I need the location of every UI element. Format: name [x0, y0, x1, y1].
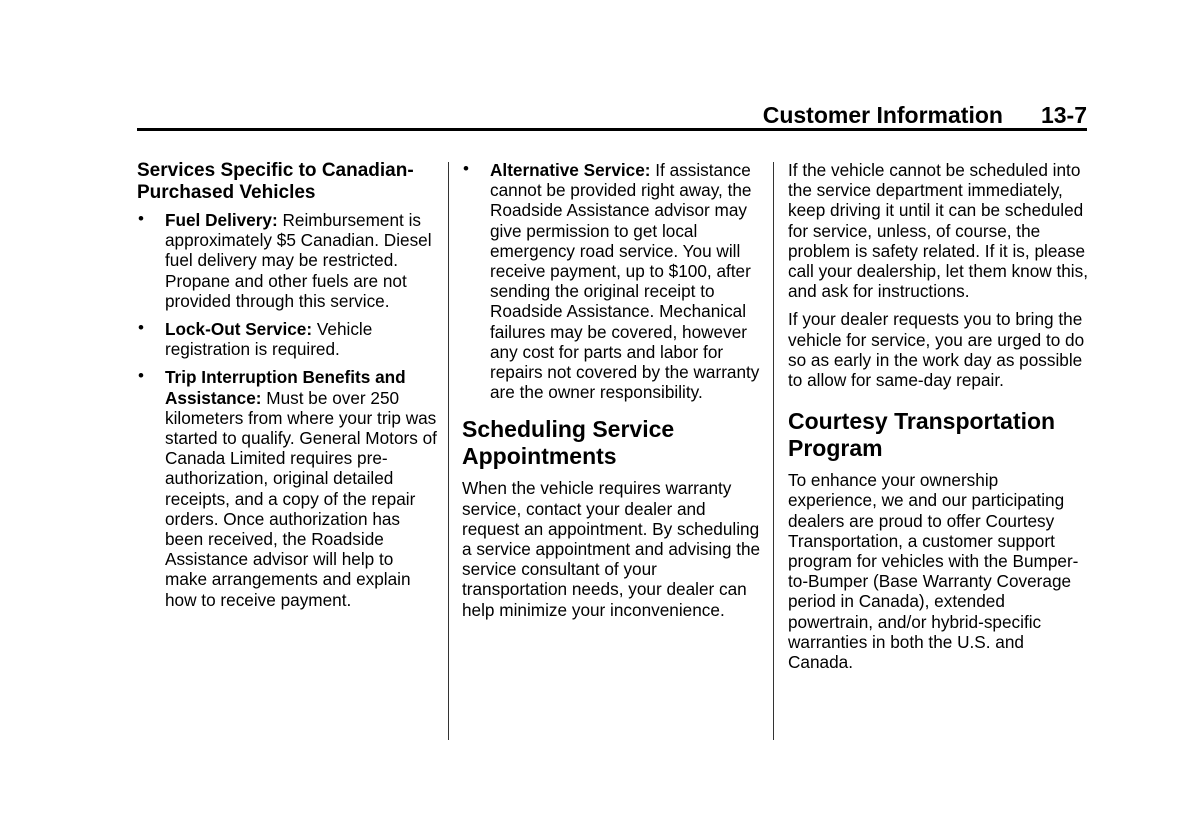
paragraph: If your dealer requests you to bring the vehicle for service, you are urged to do so as early in the work day as possible to allow for same-day repair.	[788, 309, 1085, 391]
header-rule	[137, 128, 1087, 131]
section-heading: Scheduling Service Appointments	[462, 416, 675, 470]
list-item	[137, 367, 437, 609]
item-text: Vehicle registration is required.	[165, 319, 373, 360]
column-3	[788, 160, 1088, 680]
list-item	[462, 160, 764, 402]
section-heading: Courtesy Transportation Program	[788, 408, 1056, 462]
sub-heading: Services Specific to Canadian-Purchased Vehicles	[137, 160, 414, 203]
item-text: Must be over 250 kilometers from where your trip was started to qualify. General Motors of Canada Limited requires pre-authorization, original detailed receipts, and a copy of the repair orders. Once authorization has been received, the Roadside Assistance advisor will help to make arrangements and explain how to receive payment.	[165, 387, 437, 610]
term: Fuel Delivery:	[165, 210, 278, 230]
bullet-icon: •	[138, 209, 144, 228]
page-header	[137, 101, 1087, 129]
column-divider	[773, 162, 774, 740]
section-title: Customer Information	[762, 102, 1003, 128]
item-text: If assistance cannot be provided right away, the Roadside Assistance advisor may give permission to get local emergency road service. You will receive payment, up to $100, after sending the original receipt to Roadside Assistance. Mechanical failures may be covered, however any cost for parts and labor for repairs not covered by the warranty are the owner responsibility.	[490, 160, 760, 403]
bullet-list	[462, 160, 764, 402]
page-number: 13-7	[1040, 102, 1087, 128]
column-2	[462, 160, 764, 628]
column-1	[137, 160, 437, 618]
bullet-icon: •	[138, 318, 144, 338]
term: Lock-Out Service:	[165, 319, 313, 340]
paragraph: When the vehicle requires warranty service, contact your dealer and request an appointment. By scheduling a service appointment and advising the service consultant of your transportation needs, your dealer can help minimize your inconvenience.	[462, 478, 761, 620]
term: Alternative Service:	[490, 160, 651, 180]
list-item	[137, 319, 437, 359]
column-divider	[448, 162, 449, 740]
bullet-list	[137, 210, 437, 610]
paragraph: If the vehicle cannot be scheduled into the service department immediately, keep driving it until it can be scheduled for service, unless, of course, the problem is safety related. If it is, please call your dealership, let them know this, and ask for instructions.	[788, 160, 1088, 302]
list-item	[137, 210, 437, 311]
bullet-icon: •	[138, 366, 144, 386]
term: Trip Interruption Benefits and Assistance:	[165, 367, 406, 408]
paragraph: To enhance your ownership experience, we and our participating dealers are proud to offer Courtesy Transportation, a customer support program for vehicles with the Bumper-to-Bumper (Base Warranty Coverage period in Canada), extended powertrain, and/or hybrid-specific warranties in both the U.S. and Canada.	[788, 470, 1079, 673]
bullet-icon: •	[463, 159, 469, 178]
item-text: Reimbursement is approximately $5 Canadian. Diesel fuel delivery may be restricted. Propane and other fuels are not provided through this service.	[165, 210, 432, 311]
